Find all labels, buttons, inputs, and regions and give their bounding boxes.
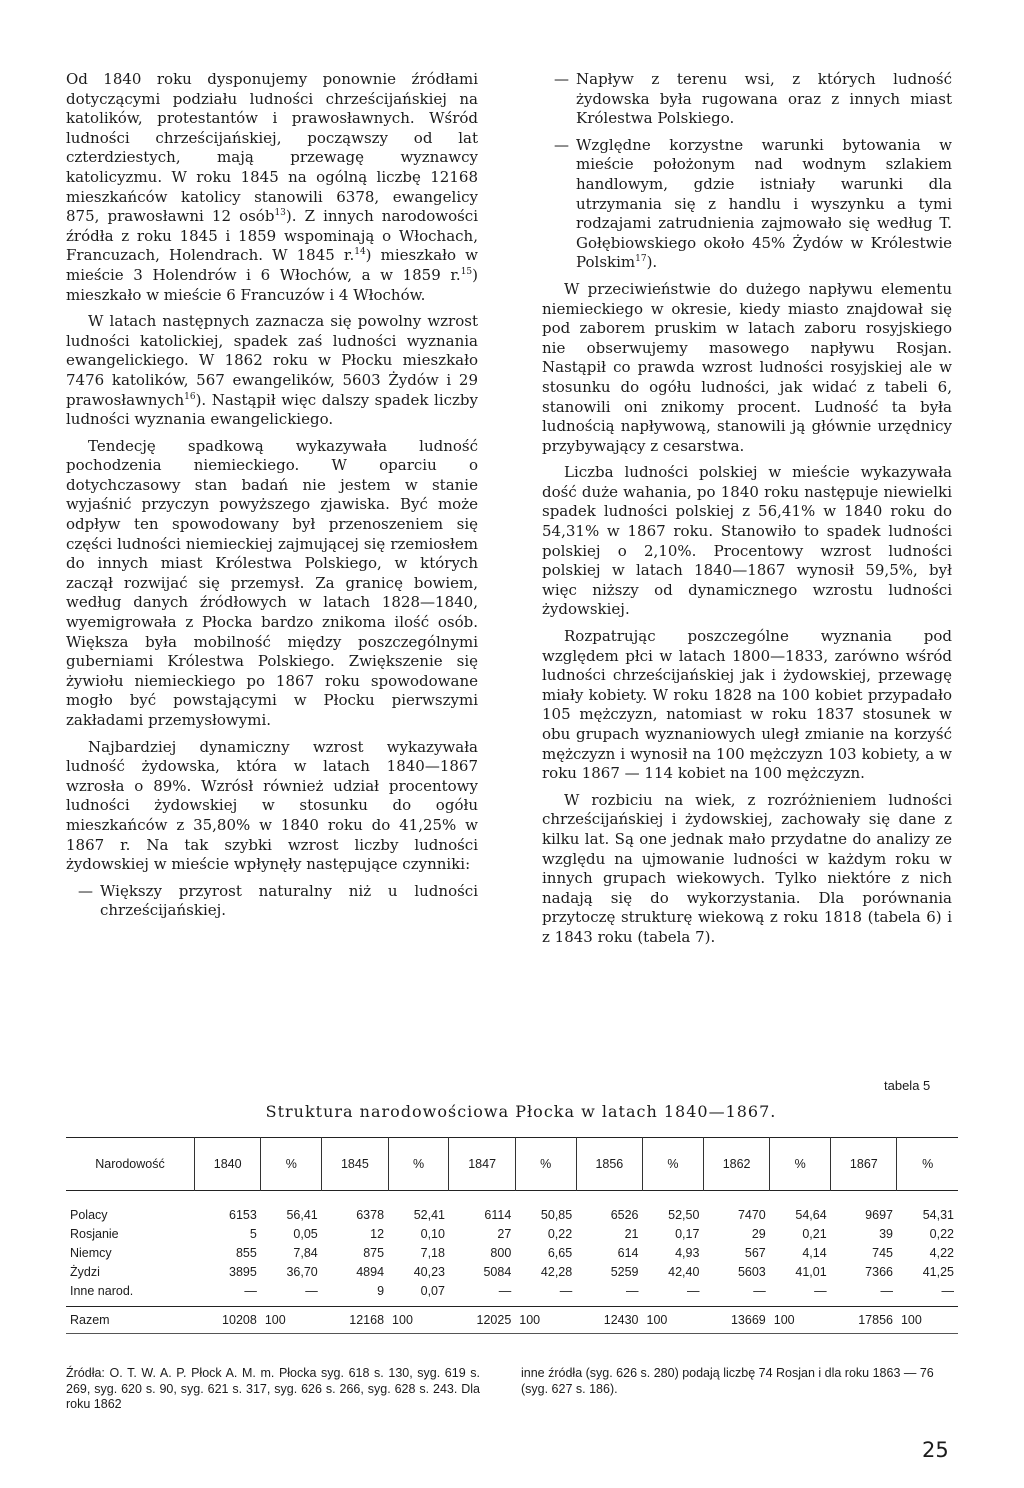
paragraph: Tendecję spadkową wykazywała ludność pochodzenia niemieckiego. W oparciu o dotychczasowy stan badań nie jestem w stanie wyjaśnić przyczyn powyższego zjawiska. Być może odpływ ten spowodowany był przenoszeniem się części ludności niemieckiej zajmującej się rzemiosłem do innych miast Królestwa Polskiego, w których zaczął rozwijać się przemysł. Za granicę bowiem, według danych źródłowych w latach 1828—1840, wyemigrowała z Płocka bardzo znikoma ilość osób. Większa była mobilność między poszczególnymi guberniami Królestwa Polskiego. Zwiększenie się żywiołu niemieckiego po 1867 roku spowodowane mogło być powstającymi w Płocku pierwszymi zakładami przemysłowymi. — [66, 436, 478, 729]
right-column — [542, 70, 952, 955]
table-cell: — — [686, 1283, 700, 1298]
table-cell: 100 — [897, 1307, 958, 1334]
table-title: Struktura narodowościowa Płocka w latach 1840—1867. — [265, 1102, 777, 1121]
table-cell: — — [559, 1283, 573, 1298]
table-cell: 12 — [370, 1226, 385, 1241]
table-cell: 567 — [744, 1245, 766, 1260]
table-cell: 614 — [617, 1245, 639, 1260]
table-cell: 12168 — [322, 1307, 388, 1334]
table-cell: 29 — [751, 1226, 766, 1241]
header-cell: % — [515, 1138, 576, 1191]
table-header-row — [66, 1138, 958, 1191]
table-cell: 7,18 — [420, 1245, 445, 1260]
sources-left: Źródła: O. T. W. A. P. Płock A. M. m. Płocka syg. 618 s. 130, syg. 619 s. 269, syg. 620 s. 90, syg. 621 s. 317, syg. 626 s. 266, syg. 628 s. 243. Dla roku 1862 — [66, 1366, 480, 1411]
table-cell: 4894 — [356, 1264, 385, 1279]
table-cell: 50,85 — [540, 1207, 573, 1222]
header-cell: % — [388, 1138, 449, 1191]
table-cell: 42,28 — [540, 1264, 573, 1279]
table-row — [66, 1262, 958, 1281]
header-cell: % — [261, 1138, 322, 1191]
dash-list-item: — Względne korzystne warunki bytowania w mieście położonym nad wodnym szlakiem handlowym, gdzie istniały warunki dla utrzymania się z handlu i wyszynku a tymi rodzajami zatrudnienia zajmowało się według T. Gołębiowskiego około 45% Żydów w Królestwie Polskim$^{17}$). — [542, 136, 952, 273]
table-cell: 100 — [261, 1307, 322, 1334]
paragraph: Najbardziej dynamiczny wzrost wykazywała ludność żydowska, która w latach 1840—1867 wzrosła o 89%. Wzrósł również udział procentowy ludności żydowskiej w stosunku do ogółu mieszkańców z 35,80% w 1840 roku do 41,25% w 1867 r. Na tak szybki wzrost liczby ludności żydowskiej w mieście wpłynęły następujące czynniki: — [66, 737, 478, 874]
table-cell: 13669 — [703, 1307, 769, 1334]
table-cell: 100 — [770, 1307, 831, 1334]
page-number: 25 — [922, 1438, 949, 1462]
header-cell: % — [770, 1138, 831, 1191]
table-cell: — — [941, 1283, 954, 1298]
table-cell: 27 — [497, 1226, 512, 1241]
paragraph: Rozpatrując poszczególne wyznania pod względem płci w latach 1800—1833, zarówno wśród ludności chrześcijańskiej jak i żydowskiej, przewagę miały kobiety. W roku 1828 na 100 kobiet przypadało 105 mężczyzn, natomiast w roku 1837 stosunek w obu grupach wyznaniowych uległ zmianie na korzyść mężczyzn i wynosił na 100 mężczyzn 103 kobiety, a w roku 1867 — 114 kobiet na 100 mężczyzn. — [542, 627, 952, 783]
dash-list-item: — Napływ z terenu wsi, z których ludność żydowska była rugowana oraz z innych miast Królestwa Polskiego. — [542, 70, 952, 129]
table-cell: 5259 — [610, 1264, 639, 1279]
table-cell: 855 — [235, 1245, 257, 1260]
table-cell: 21 — [624, 1226, 639, 1241]
table-cell: — — [753, 1283, 766, 1298]
table-cell: Razem — [66, 1307, 195, 1334]
table-cell: — — [626, 1283, 639, 1298]
table-cell: 17856 — [831, 1307, 897, 1334]
table-cell: 6153 — [229, 1207, 257, 1222]
header-cell: 1847 — [449, 1138, 515, 1191]
table-row — [66, 1281, 958, 1307]
table-cell: 0,10 — [420, 1226, 445, 1241]
table-cell: 40,23 — [413, 1264, 445, 1279]
table-cell: 42,40 — [668, 1264, 700, 1279]
table-row — [66, 1224, 958, 1243]
table-cell: 52,50 — [668, 1207, 700, 1222]
left-column — [66, 70, 478, 928]
table-cell: — — [814, 1283, 827, 1298]
nationality-table — [66, 1137, 958, 1334]
table-cell: 41,25 — [922, 1264, 954, 1279]
table-cell: — — [244, 1283, 257, 1298]
table-cell: 0,21 — [802, 1226, 827, 1241]
header-cell: Narodowość — [95, 1157, 165, 1171]
table-cell: — — [498, 1283, 512, 1298]
table-cell: 54,64 — [795, 1207, 827, 1222]
table-cell: 4,93 — [675, 1245, 700, 1260]
paragraph: W latach następnych zaznacza się powolny wzrost ludności katolickiej, spadek zaś ludności wyznania ewangelickiego. W 1862 roku w Płocku mieszkało 7476 katolików, 567 ewangelików, 5603 Żydów i 29 prawosławnych$^{16}$). Nastąpił więc dalszy spadek liczby ludności wyznania ewangelickiego. — [66, 312, 478, 429]
dash-list-item: — Większy przyrost naturalny niż u ludności chrześcijańskiej. — [66, 882, 478, 921]
table-cell: 100 — [388, 1307, 449, 1334]
table-cell: 745 — [872, 1245, 893, 1260]
table-cell: 52,41 — [413, 1207, 445, 1222]
paragraph: W przeciwieństwie do dużego napływu elementu niemieckiego w okresie, kiedy miasto znajdował się pod zaborem pruskim w latach zaboru rosyjskiego nie obserwujemy masowego napływu Rosjan. Nastąpił co prawda wzrost ludności rosyjskiej ale w stosunku do ogółu ludności, jak widać z tabeli 6, stanowili oni znikomy procent. Ludność ta była ludnością napływową, stanowili ją głównie urzędnicy przybywający z cesarstwa. — [542, 279, 952, 455]
table-cell: 5084 — [483, 1264, 512, 1279]
table-cell: 3895 — [229, 1264, 257, 1279]
table-cell: — — [880, 1283, 893, 1298]
paragraph: Od 1840 roku dysponujemy ponownie źródłami dotyczącymi podziału ludności chrześcijańskiej na katolików, protestantów i prawosławnych. Wśród ludności chrześcijańskiej, począwszy od lat czterdziestych, mają przewagę wyznawcy katolicyzmu. W roku 1845 na ogólną liczbę 12168 mieszkańców katolicy stanowili 6378, ewangelicy 875, prawosławni 12 osób$^{13}$). Z innych narodowości źródła z roku 1845 i 1859 wspominają o Włochach, Francuzach, Holendrach. W 1845 r.$^{14}$) mieszkało w mieście 3 Holendrów i 6 Włochów, a w 1859 r.$^{15}$) mieszkało w mieście 6 Francuzów i 4 Włochów. — [66, 70, 478, 304]
header-cell: % — [643, 1138, 704, 1191]
table-cell: — — [305, 1283, 318, 1298]
table-row — [66, 1243, 958, 1262]
table-cell: 41,01 — [795, 1264, 827, 1279]
table-cell: 56,41 — [286, 1207, 318, 1222]
table-cell: 100 — [643, 1307, 704, 1334]
table-cell: 10208 — [195, 1307, 261, 1334]
table-cell: 9 — [377, 1283, 385, 1298]
table-cell: 0,22 — [547, 1226, 573, 1241]
table-cell: 0,05 — [293, 1226, 318, 1241]
header-cell: % — [897, 1138, 958, 1191]
table-cell: 6,65 — [547, 1245, 573, 1260]
table-cell: 100 — [515, 1307, 576, 1334]
table-cell: 12025 — [449, 1307, 515, 1334]
table-cell: 7366 — [865, 1264, 893, 1279]
header-cell: 1862 — [703, 1138, 769, 1191]
table-cell: 0,07 — [420, 1283, 445, 1298]
table-cell: Inne narod. — [70, 1283, 134, 1298]
sources-right: inne źródła (syg. 626 s. 280) podają liczbę 74 Rosjan i dla roku 1863 — 76 (syg. 627 s. 186). — [521, 1366, 934, 1396]
table-cell: 0,22 — [929, 1226, 954, 1241]
table-cell: 9697 — [865, 1207, 893, 1222]
table-cell: 5603 — [737, 1264, 766, 1279]
table-cell: 39 — [879, 1226, 893, 1241]
header-cell: 1856 — [576, 1138, 642, 1191]
paragraph: Liczba ludności polskiej w mieście wykazywała dość duże wahania, po 1840 roku następuje niewielki spadek ludności polskiej z 56,41% w 1840 roku do 54,31% w 1867 roku. Stanowiło to spadek ludności polskiej o 2,10%. Procentowy wzrost ludności polskiej w latach 1840—1867 wynosił 59,5%, był więc niższy od dynamicznego wzrostu ludności żydowskiej. — [542, 463, 952, 619]
table-cell: 54,31 — [922, 1207, 954, 1222]
table-cell: Polacy — [70, 1207, 108, 1222]
table-row — [66, 1191, 958, 1225]
table-cell: 7,84 — [293, 1245, 318, 1260]
paragraph: W rozbiciu na wiek, z rozróżnieniem ludności chrześcijańskiej i żydowskiej, zachowały się dane z kilku lat. Są one jednak mało przydatne do analizy ze względu na ujmowanie ludności w każdym roku w innych grupach wiekowych. Tylko niektóre z nich nadają się do wykorzystania. Dla porównania przytoczę strukturę wiekową z roku 1818 (tabela 6) i z 1843 roku (tabela 7). — [542, 790, 952, 946]
table-cell: 4,22 — [929, 1245, 954, 1260]
table-cell: 0,17 — [675, 1226, 700, 1241]
table-cell: 4,14 — [802, 1245, 827, 1260]
table-cell: 6114 — [484, 1207, 512, 1222]
table-cell: Niemcy — [70, 1245, 112, 1260]
table-cell: Żydzi — [70, 1264, 100, 1279]
table-cell: 5 — [249, 1226, 257, 1241]
header-cell: 1840 — [195, 1138, 261, 1191]
table-label: tabela 5 — [884, 1078, 931, 1093]
table-cell: 12430 — [576, 1307, 642, 1334]
table-cell: 36,70 — [286, 1264, 318, 1279]
table-sum-row — [66, 1307, 958, 1334]
table-cell: 6378 — [356, 1207, 385, 1222]
header-cell: 1867 — [831, 1138, 897, 1191]
table-cell: 7470 — [737, 1207, 766, 1222]
table-cell: 6526 — [610, 1207, 639, 1222]
table-cell: 875 — [363, 1245, 385, 1260]
table-cell: Rosjanie — [70, 1226, 119, 1241]
table-cell: 800 — [490, 1245, 512, 1260]
header-cell: 1845 — [322, 1138, 388, 1191]
